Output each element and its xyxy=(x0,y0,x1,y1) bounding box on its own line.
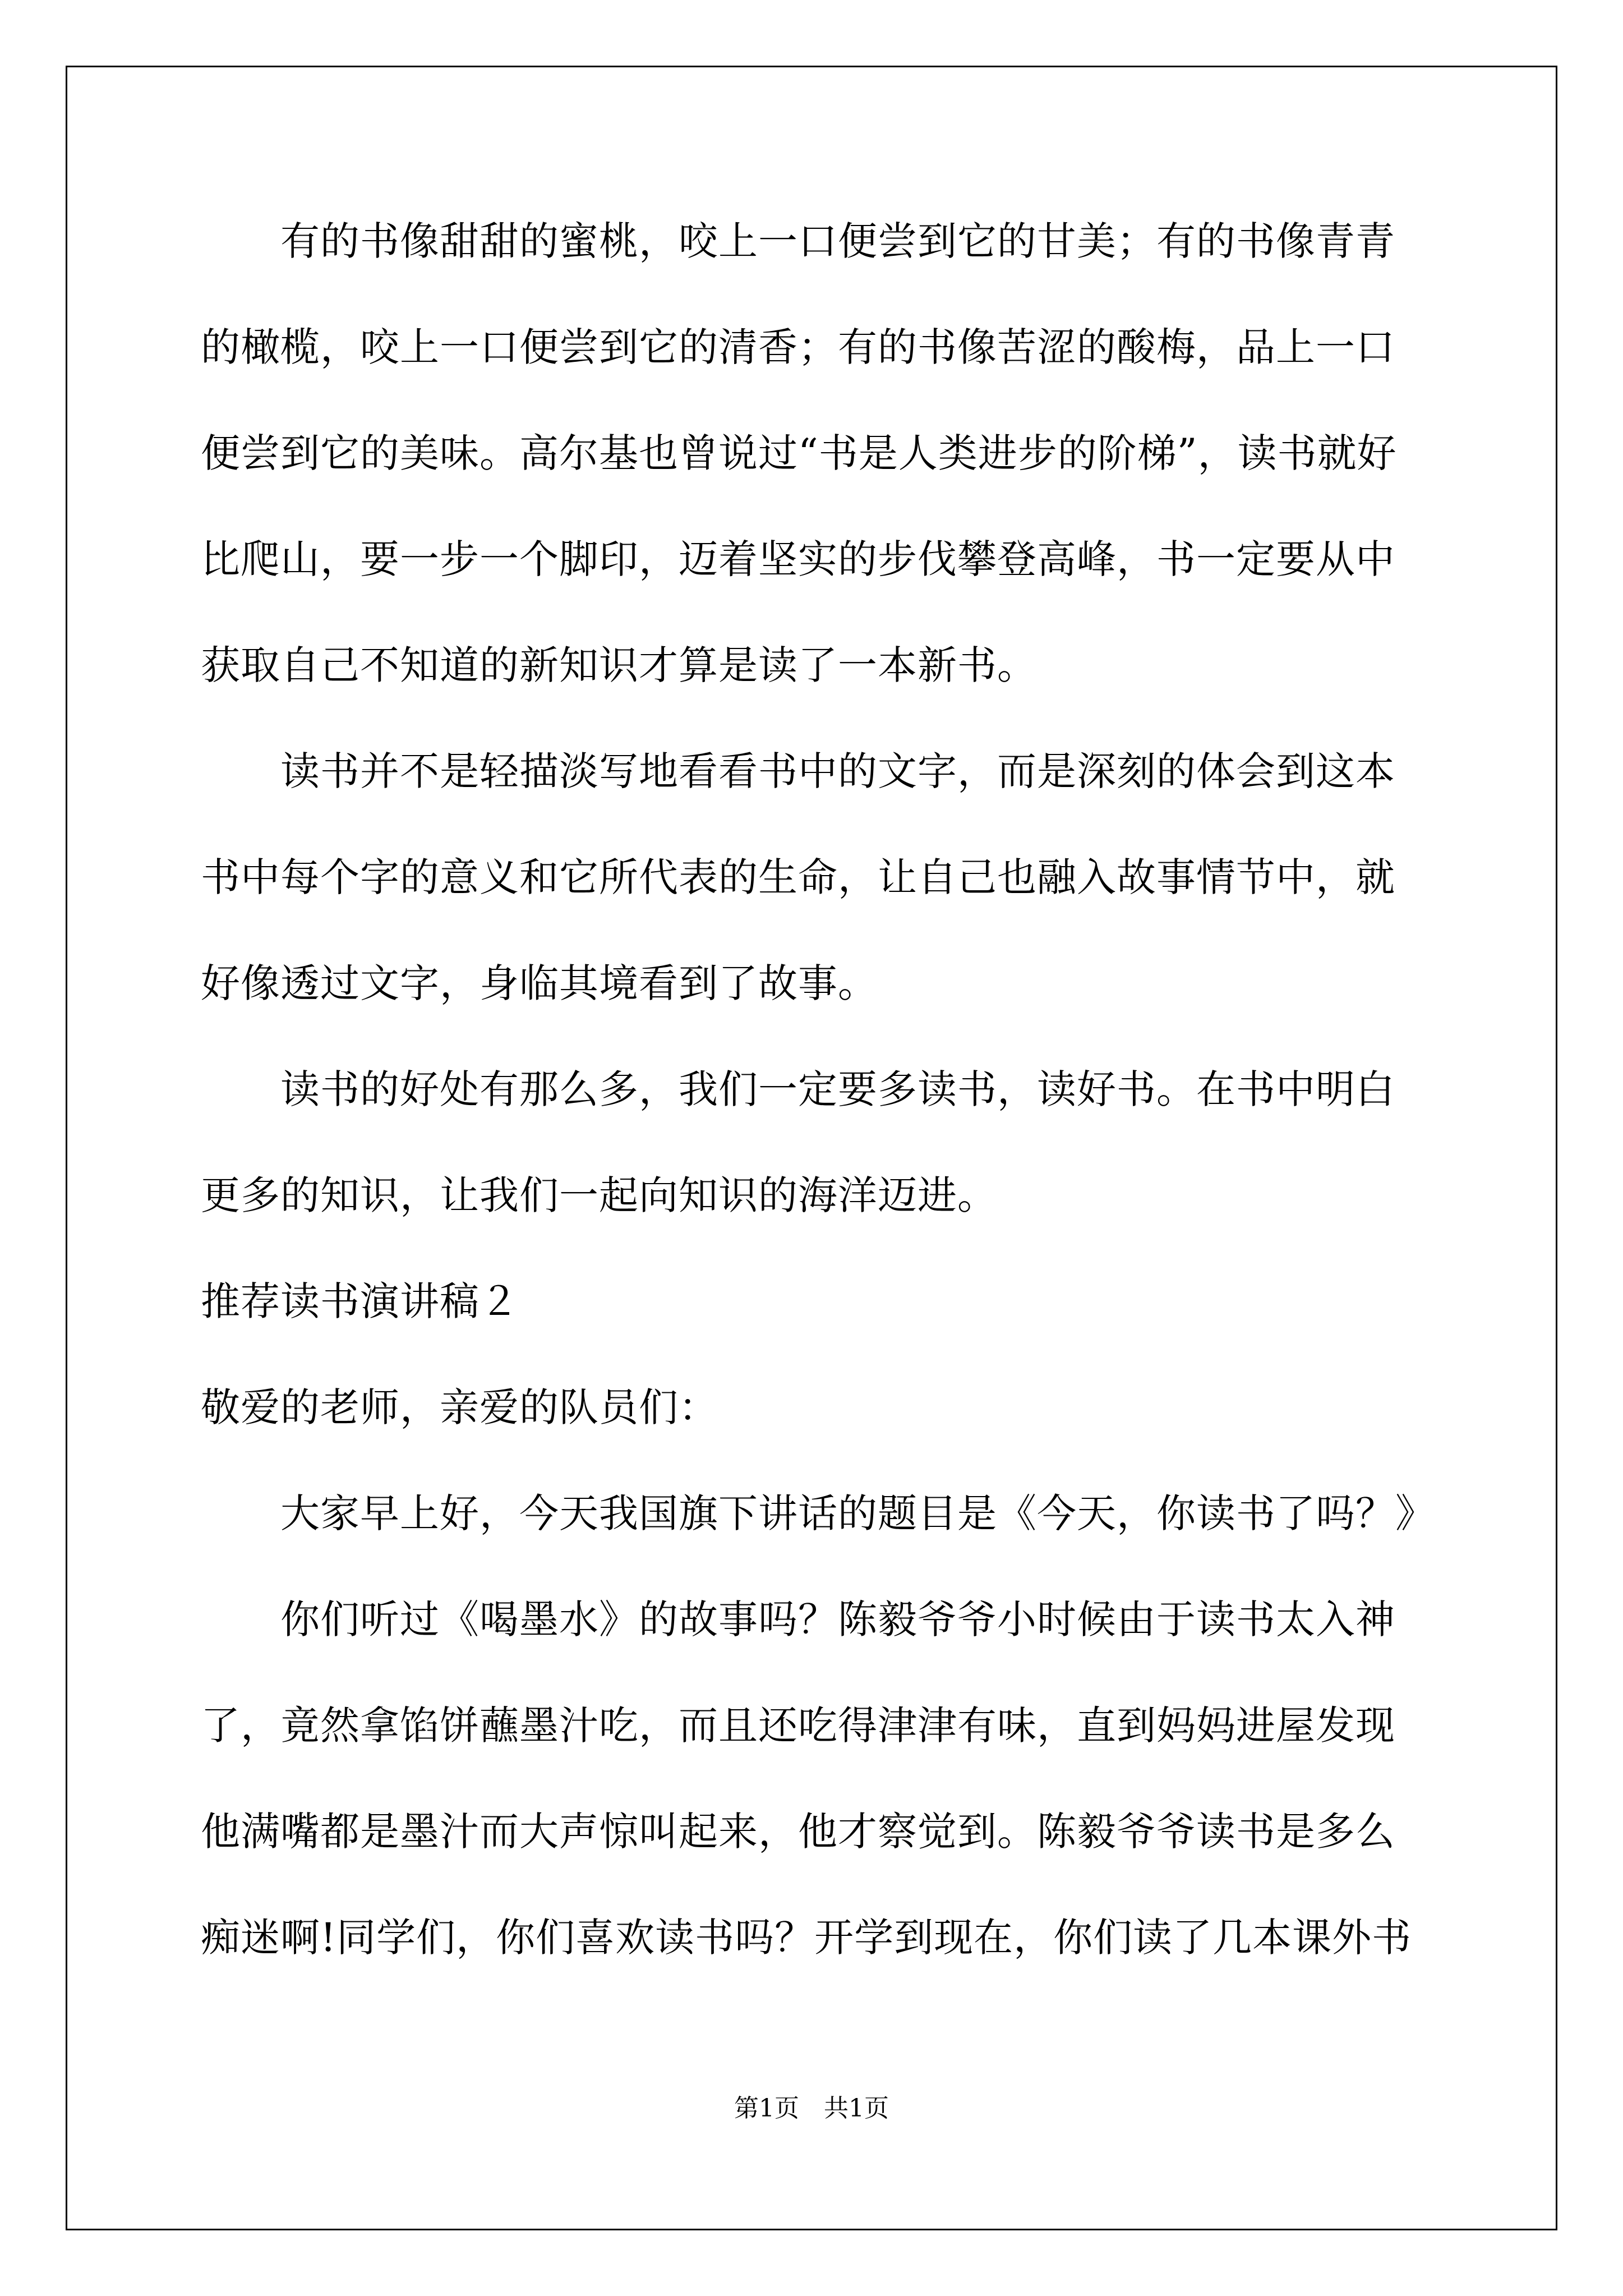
salutation: 敬爱的老师，亲爱的队员们： xyxy=(201,1384,718,1430)
text-line: 了，竟然拿馅饼蘸墨汁吃，而且还吃得津津有味，直到妈妈进屋发现 xyxy=(201,1703,1395,1749)
section-heading: 推荐读书演讲稿２ xyxy=(201,1278,519,1324)
text-line: 便尝到它的美味。高尔基也曾说过“书是人类进步的阶梯”，读书就好 xyxy=(201,430,1397,476)
text-line: 书中每个字的意义和它所代表的生命，让自己也融入故事情节中，就 xyxy=(201,854,1395,900)
text-line: 读书并不是轻描淡写地看看书中的文字，而是深刻的体会到这本 xyxy=(201,748,1395,794)
page-footer: 第1页 共1页 xyxy=(734,2094,889,2123)
text-line: 他满嘴都是墨汁而大声惊叫起来，他才察觉到。陈毅爷爷读书是多么 xyxy=(201,1809,1395,1855)
text-line: 有的书像甜甜的蜜桃，咬上一口便尝到它的甘美；有的书像青青 xyxy=(201,218,1395,264)
text-line: 痴迷啊!同学们，你们喜欢读书吗？开学到现在，你们读了几本课外书 xyxy=(201,1915,1412,1961)
text-line: 获取自己不知道的新知识才算是读了一本新书。 xyxy=(201,642,1037,688)
text-line: 的橄榄，咬上一口便尝到它的清香；有的书像苦涩的酸梅，品上一口 xyxy=(201,324,1395,370)
text-line: 你们听过《喝墨水》的故事吗？陈毅爷爷小时候由于读书太入神 xyxy=(201,1596,1395,1642)
text-line: 大家早上好，今天我国旗下讲话的题目是《今天，你读书了吗？》 xyxy=(201,1490,1435,1536)
text-line: 更多的知识，让我们一起向知识的海洋迈进。 xyxy=(201,1172,997,1218)
text-line: 比爬山，要一步一个脚印，迈着坚实的步伐攀登高峰，书一定要从中 xyxy=(201,536,1395,582)
text-line: 读书的好处有那么多，我们一定要多读书，读好书。在书中明白 xyxy=(201,1066,1395,1112)
text-line: 好像透过文字，身临其境看到了故事。 xyxy=(201,960,878,1006)
page-border xyxy=(66,66,1557,2230)
